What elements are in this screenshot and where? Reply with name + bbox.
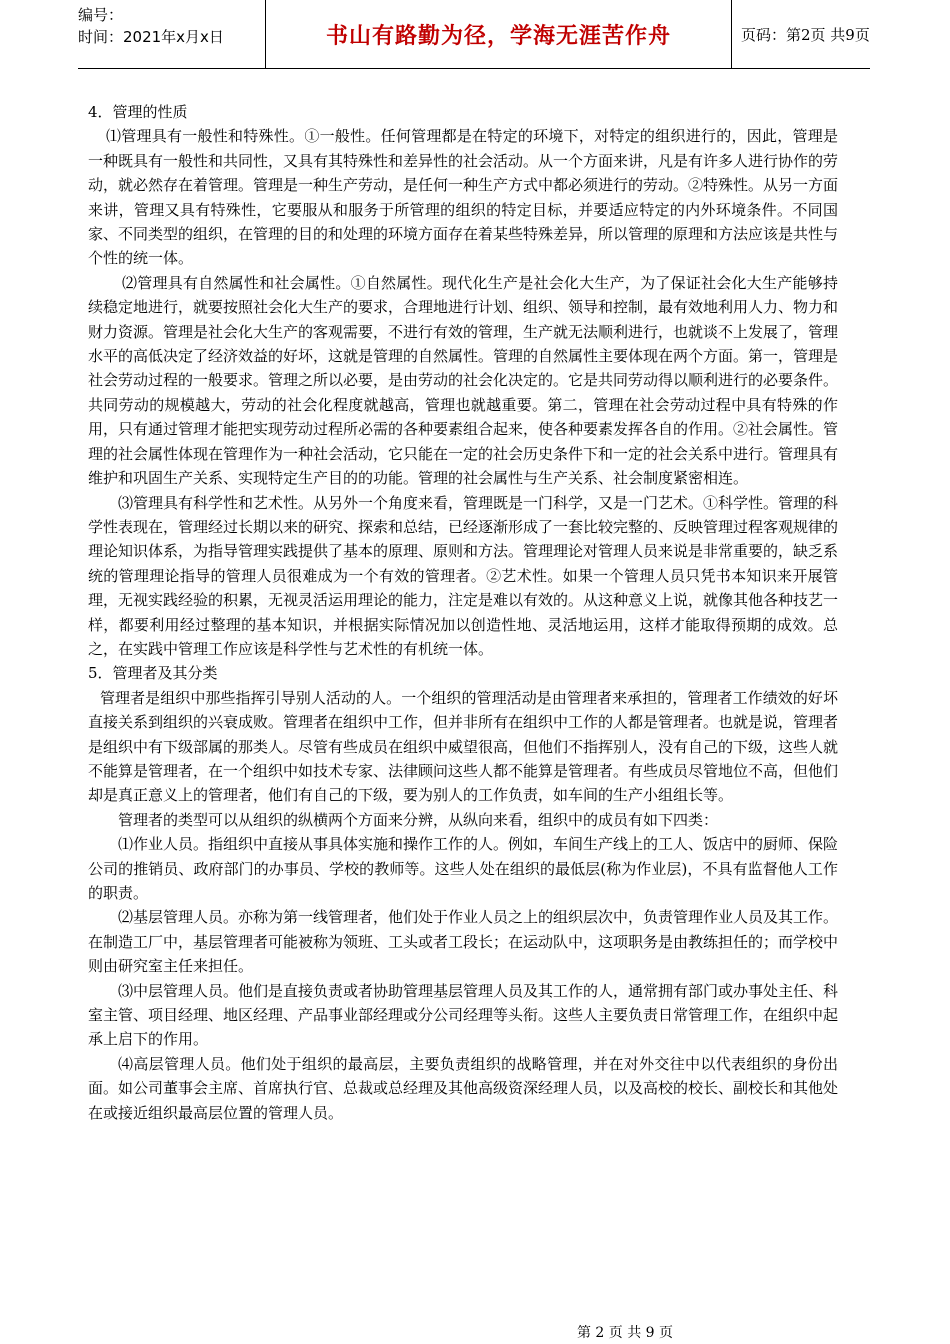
number-label: 编号： (78, 6, 124, 24)
section-heading-5: 5．管理者及其分类 (88, 664, 218, 683)
time-label: 时间：2021年x月x日 (78, 28, 224, 46)
paragraph: 管理者的类型可以从组织的纵横两个方面来分辨，从纵向来看，组织中的成员有如下四类： (118, 810, 719, 829)
header-page-label: 页码：第2页 共9页 (741, 25, 870, 44)
page-header (78, 0, 870, 69)
paragraph: ⑴作业人员。指组织中直接从事具体实施和操作工作的人。例如，车间生产线上的工人、饭店中的厨师、保险公司的推销员、政府部门的办事员、学校的教师等。这些人处在组织的最低层(称为作业层)，不具有监督他人工作的职责。 (88, 835, 839, 902)
page-footer (0, 1322, 950, 1342)
header-page-cell (731, 0, 870, 68)
paragraph: ⑵管理具有自然属性和社会属性。①自然属性。现代化生产是社会化大生产，为了保证社会化大生产能够持续稳定地进行，就要按照社会化大生产的要求，合理地进行计划、组织、领导和控制，最有效地利用人力、物力和财力资源。管理是社会化大生产的客观需要，不进行有效的管理，生产就无法顺利进行，也就谈不上发展了，管理水平的高低决定了经济效益的好坏，这就是管理的自然属性。管理的自然属性主要体现在两个方面。第一，管理是社会劳动过程的一般要求。管理之所以必要，是由劳动的社会化决定的。它是共同劳动得以顺利进行的必要条件。共同劳动的规模越大，劳动的社会化程度就越高，管理也就越重要。第二，管理在社会劳动过程中具有特殊的作用，只有通过管理才能把实现劳动过程所必需的各种要素组合起来，使各种要素发挥各自的作用。②社会属性。管理的社会属性体现在管理作为一种社会活动，它只能在一定的社会历史条件下和一定的社会关系中进行。管理具有维护和巩固生产关系、实现特定生产目的的功能。管理的社会属性与生产关系、社会制度紧密相连。 (88, 273, 839, 488)
paragraph: ⑶中层管理人员。他们是直接负责或者协助管理基层管理人员及其工作的人，通常拥有部门或办事处主任、科室主管、项目经理、地区经理、产品事业部经理或分公司经理等头衔。这些人主要负责日常管理工作，在组织中起承上启下的作用。 (88, 981, 839, 1049)
paragraph: ⑴管理具有一般性和特殊性。①一般性。任何管理都是在特定的环境下，对特定的组织进行的，因此，管理是一种既具有一般性和共同性，又具有其特殊性和差异性的社会活动。从一个方面来讲，凡是有许多人进行协作的劳动，就必然存在着管理。管理是一种生产劳动，是任何一种生产方式中都必须进行的劳动。②特殊性。从另一方面来讲，管理又具有特殊性，它要服从和服务于所管理的组织的特定目标，并要适应特定的内外环境条件。不同国家、不同类型的组织，在管理的目的和处理的环境方面存在着某些特殊差异，所以管理的原理和方法应该是共性与个性的统一体。 (88, 127, 839, 268)
motto: 书山有路勤为径，学海无涯苦作舟 (325, 22, 671, 49)
paragraph: ⑶管理具有科学性和艺术性。从另外一个角度来看，管理既是一门科学，又是一门艺术。①科学性。管理的科学性表现在，管理经过长期以来的研究、探索和总结，已经逐渐形成了一套比较完整的、反映管理过程客观规律的理论知识体系，为指导管理实践提供了基本的原理、原则和方法。管理理论对管理人员来说是非常重要的，缺乏系统的管理理论指导的管理人员很难成为一个有效的管理者。②艺术性。如果一个管理人员只凭书本知识来开展管理，无视实践经验的积累，无视灵活运用理论的能力，注定是难以有效的。从这种意义上说，就像其他各种技艺一样，都要利用经过整理的基本知识，并根据实际情况加以创造性地、灵活地运用，这样才能取得预期的成效。总之，在实践中管理工作应该是科学性与艺术性的有机统一体。 (88, 493, 839, 658)
footer-page-label: 第 2 页 共 9 页 (576, 1325, 674, 1341)
header-meta (78, 0, 266, 68)
paragraph: ⑷高层管理人员。他们处于组织的最高层，主要负责组织的战略管理，并在对外交往中以代表组织的身份出面。如公司董事会主席、首席执行官、总裁或总经理及其他高级资深经理人员，以及高校的校长、副校长和其他处在或接近组织最高层位置的管理人员。 (88, 1054, 839, 1122)
header-motto-cell (266, 0, 732, 68)
paragraph: ⑵基层管理人员。亦称为第一线管理者，他们处于作业人员之上的组织层次中，负责管理作业人员及其工作。在制造工厂中，基层管理者可能被称为领班、工头或者工段长；在运动队中，这项职务是由教练担任的；而学校中则由研究室主任来担任。 (88, 908, 839, 976)
paragraph: 管理者是组织中那些指挥引导别人活动的人。一个组织的管理活动是由管理者来承担的，管理者工作绩效的好坏直接关系到组织的兴衰成败。管理者在组织中工作，但并非所有在组织中工作的人都是管理者。也就是说，管理者是组织中有下级部属的那类人。尽管有些成员在组织中威望很高，但他们不指挥别人，没有自己的下级，这些人就不能算是管理者，在一个组织中如技术专家、法律顾问这些人都不能算是管理者。有些成员尽管地位不高，但他们却是真正意义上的管理者，他们有自己的下级，要为别人的工作负责，如车间的生产小组组长等。 (88, 688, 839, 805)
section-heading-4: 4．管理的性质 (88, 103, 188, 121)
document-body (88, 100, 838, 1125)
